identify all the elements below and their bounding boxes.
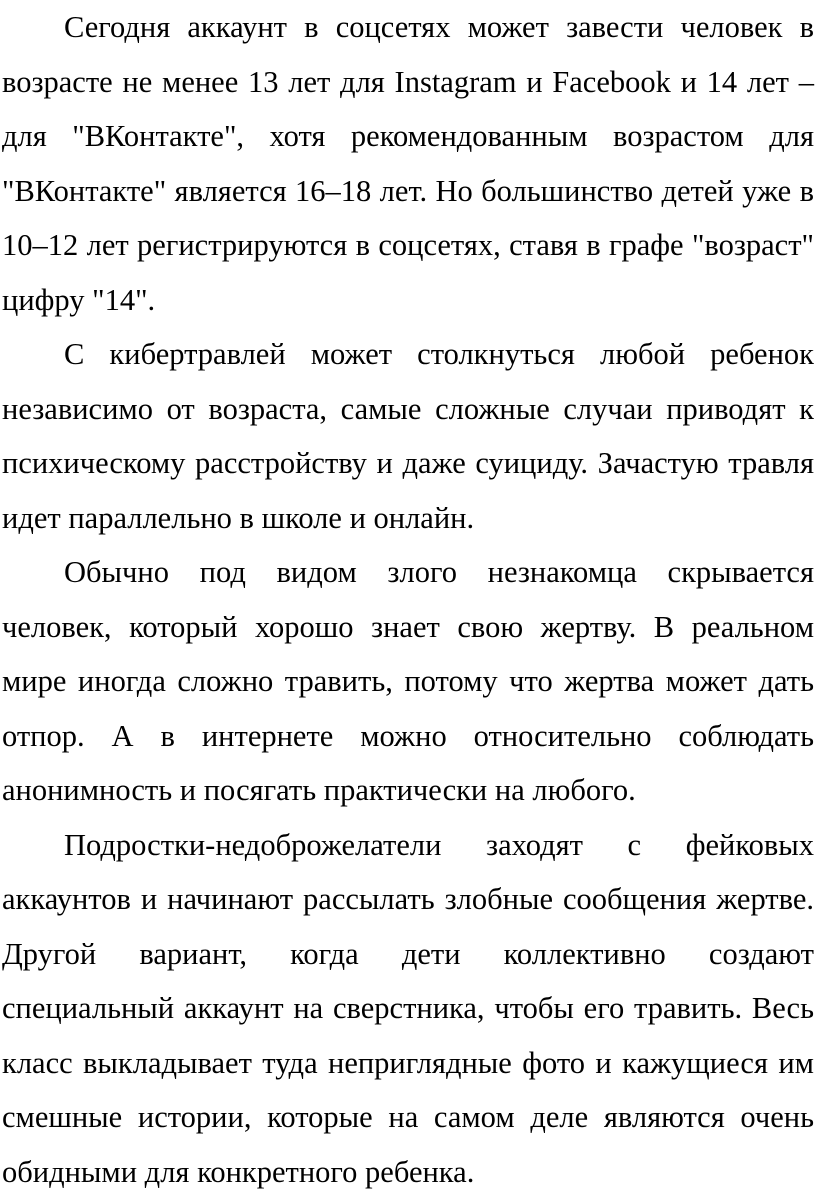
document-page	[2, 0, 814, 1199]
paragraph-cyberbullying-risk: С кибертравлей может столкнуться любой ребенок независимо от возраста, самые сложные случаи приводят к психическому расстройству и даже суициду. Зачастую травля идет параллельно в школе и онлайн.	[2, 327, 814, 545]
paragraph-fake-accounts: Подростки-недоброжелатели заходят с фейковых аккаунтов и начинают рассылать злобные сообщения жертве. Другой вариант, когда дети коллективно создают специальный аккаунт на сверстника, чтобы его травить. Весь класс выкладывает туда неприглядные фото и кажущиеся им смешные истории, которые на самом деле являются очень обидными для конкретного ребенка.	[2, 818, 814, 1199]
paragraph-age-limits: Сегодня аккаунт в соцсетях может завести человек в возрасте не менее 13 лет для Instagram и Facebook и 14 лет – для "ВКонтакте", хотя рекомендованным возрастом для "ВКонтакте" является 16–18 лет. Но большинство детей уже в 10–12 лет регистрируются в соцсетях, ставя в графе "возраст" цифру "14".	[2, 0, 814, 327]
paragraph-anonymous-stranger: Обычно под видом злого незнакомца скрывается человек, который хорошо знает свою жертву. В реальном мире иногда сложно травить, потому что жертва может дать отпор. А в интернете можно относительно соблюдать анонимность и посягать практически на любого.	[2, 545, 814, 818]
